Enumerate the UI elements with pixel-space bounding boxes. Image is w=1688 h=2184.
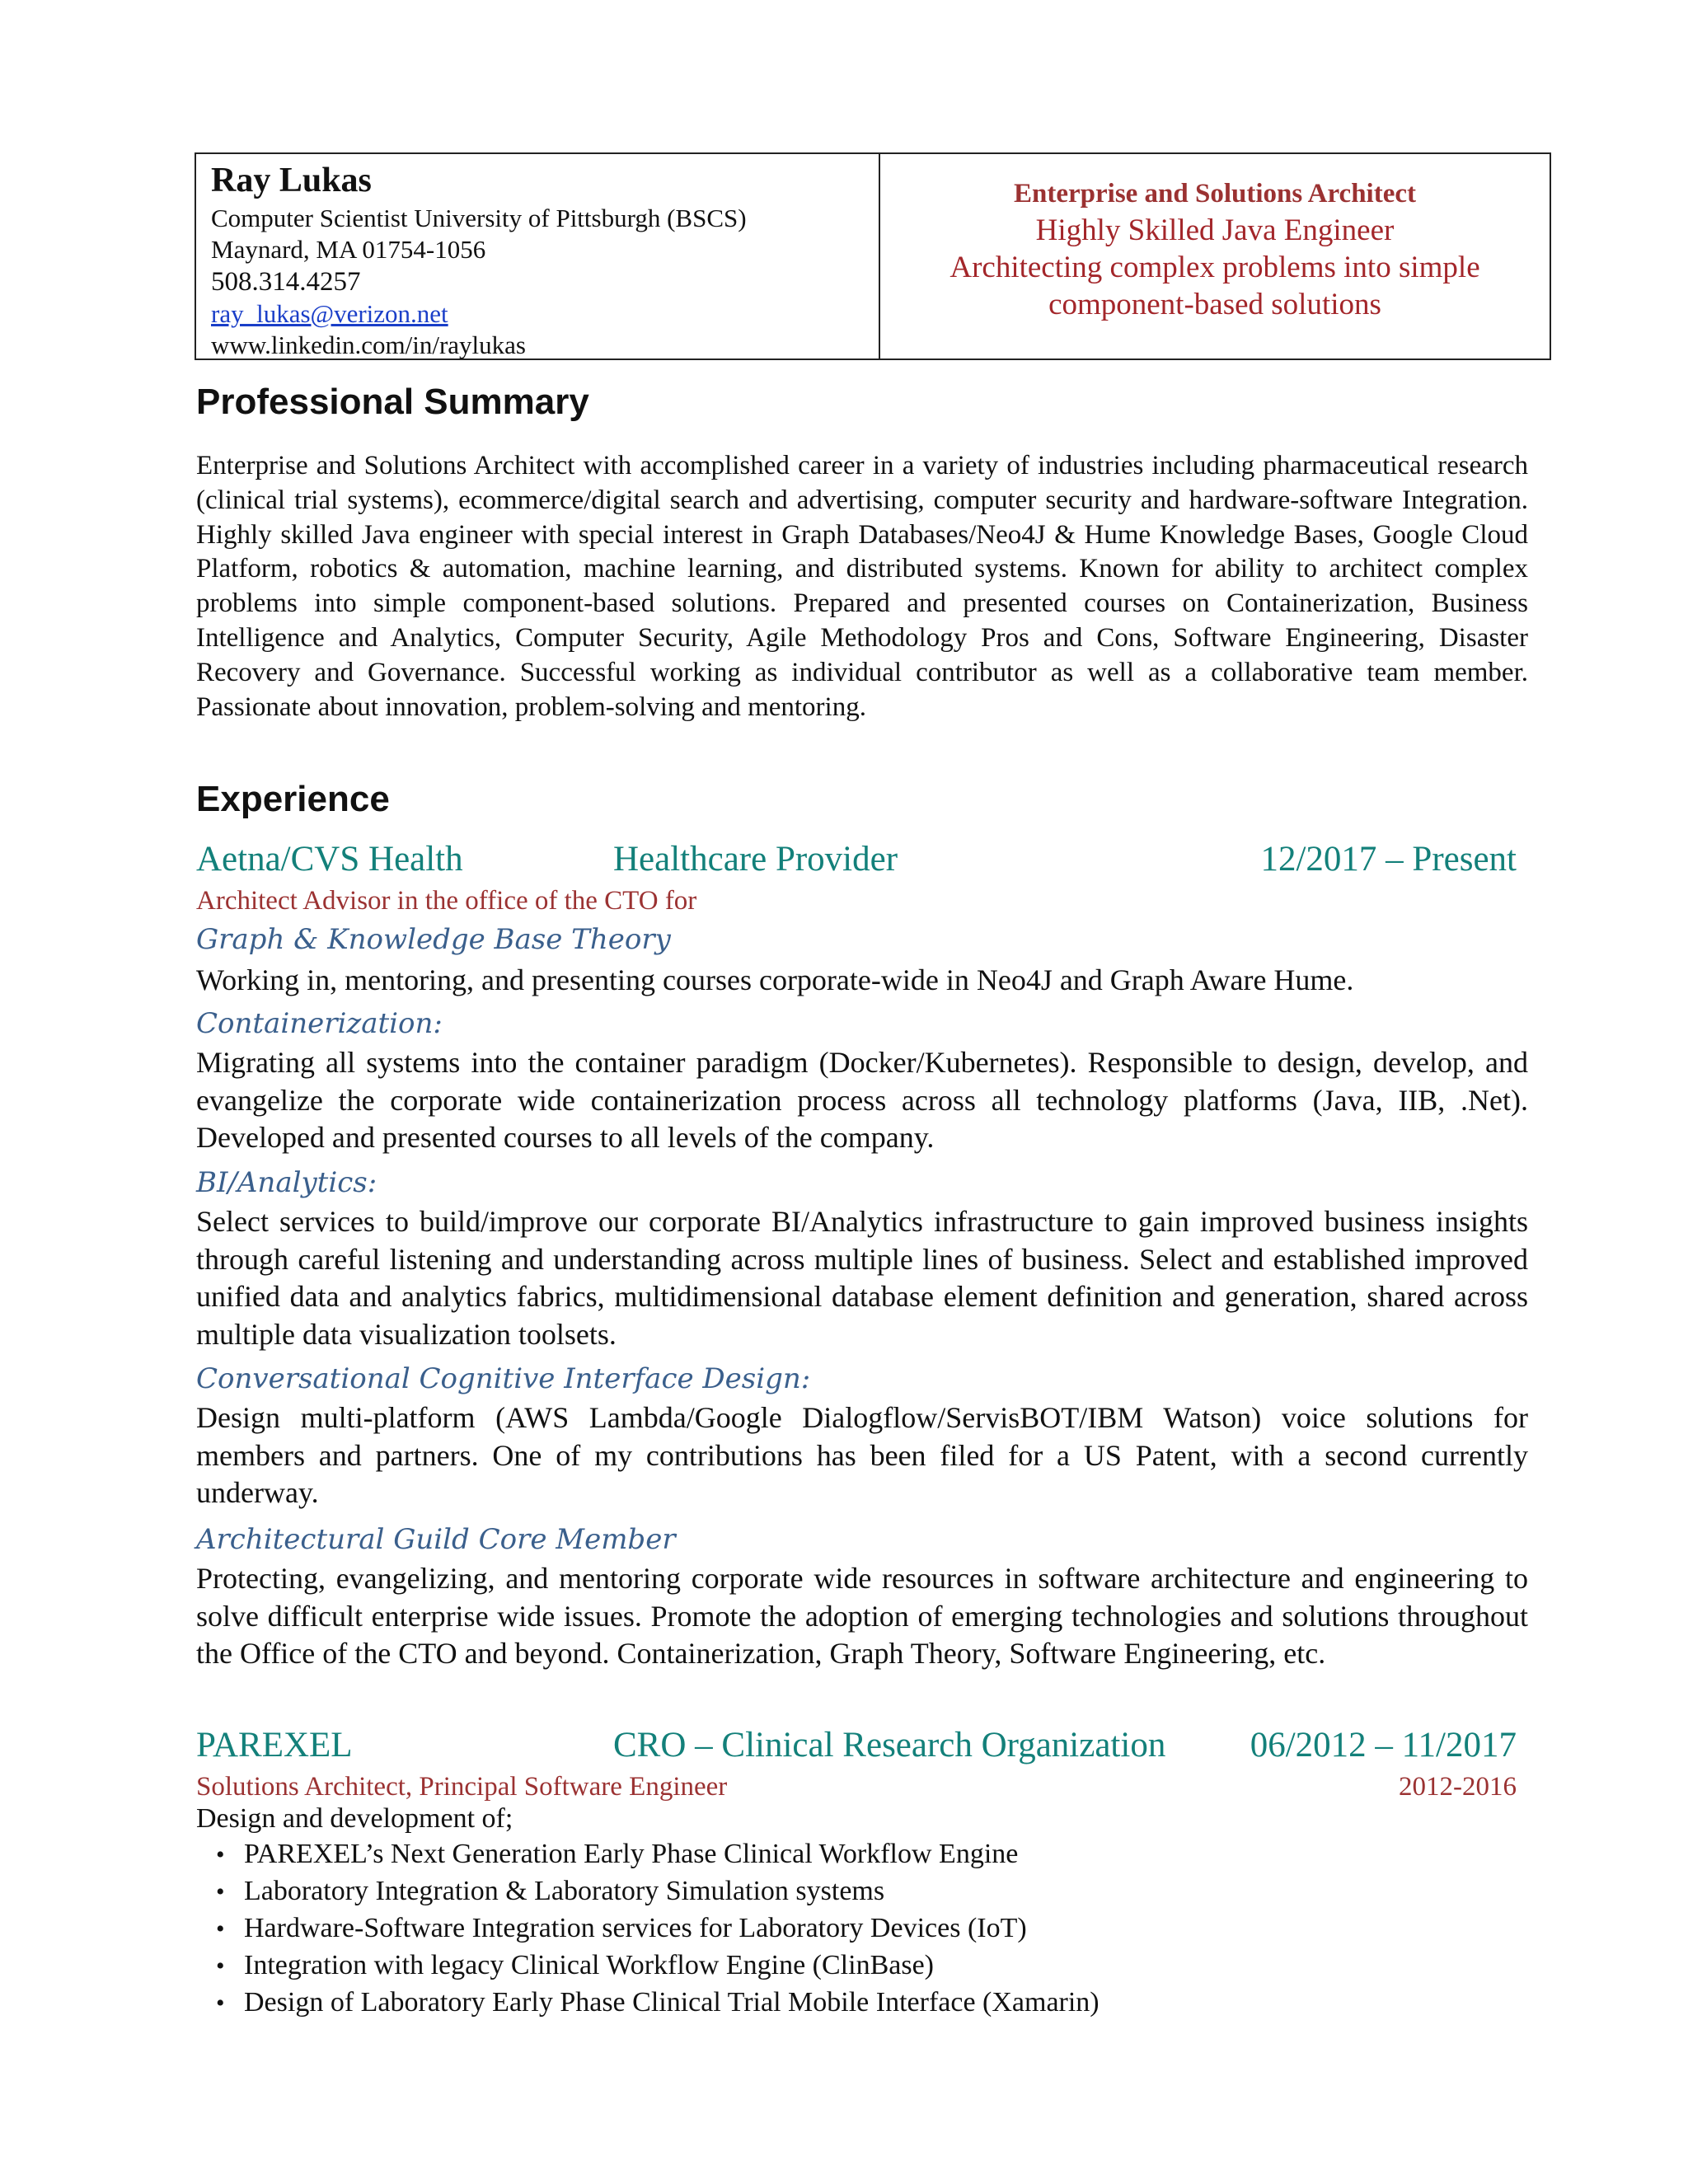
subsection-heading: Graph & Knowledge Base Theory xyxy=(196,923,671,956)
job-title-parexel: Solutions Architect, Principal Software Engineer xyxy=(196,1772,728,1802)
list-item: • Laboratory Integration & Laboratory Simulation systems xyxy=(216,1873,1100,1910)
subsection-heading: Conversational Cognitive Interface Design: xyxy=(196,1362,811,1395)
job-dates: 06/2012 – 11/2017 xyxy=(1250,1726,1517,1765)
linkedin-url: www.linkedin.com/in/raylukas xyxy=(211,330,526,359)
subsection-text: Select services to build/improve our corporate BI/Analytics infrastructure to gain improved business insights through careful listening and understanding across multiple lines of business. Select and established improved unified data and analytics fabrics, multidimensional database element definition and generation, shared across multiple data visualization toolsets. xyxy=(196,1205,1528,1351)
job-header-aetna xyxy=(196,839,1517,882)
location: Maynard, MA 01754-1056 xyxy=(211,234,486,264)
subsection-text: Protecting, evangelizing, and mentoring corporate wide resources in software architecture and engineering to solve difficult enterprise wide issues. Promote the adoption of emerging technologies and solutions throughout the Office of the CTO and beyond. Containerization, Graph Theory, Software Engineering, etc. xyxy=(196,1562,1528,1671)
job-industry: CRO – Clinical Research Organization xyxy=(613,1726,1166,1765)
headline xyxy=(880,154,1550,359)
job-dates: 12/2017 – Present xyxy=(1260,840,1517,879)
summary-heading: Professional Summary xyxy=(196,382,589,422)
headline-tagline-1: Highly Skilled Java Engineer xyxy=(1035,213,1395,247)
job-industry: Healthcare Provider xyxy=(613,840,898,879)
subsection-text: Design multi-platform (AWS Lambda/Google Dialogflow/ServisBOT/IBM Watson) voice solutions for members and partners. One of my contributions has been filed for a US Patent, with a second currently underway. xyxy=(196,1401,1528,1510)
job-title-dates: 2012-2016 xyxy=(1399,1772,1517,1802)
subsection-heading: Containerization: xyxy=(196,1007,443,1040)
job-company: Aetna/CVS Health xyxy=(196,840,463,879)
subsection-heading: BI/Analytics: xyxy=(196,1166,377,1199)
summary-text: Enterprise and Solutions Architect with accomplished career in a variety of industries including pharmaceutical research (clinical trial systems), ecommerce/digital search and advertising, computer security and hardware-software Integration. Highly skilled Java engineer with special interest in Graph Databases/Neo4J & Hume Knowledge Bases, Google Cloud Platform, robotics & automation, machine learning, and distributed systems. Known for ability to architect complex problems into simple component-based solutions. Prepared and presented courses on Containerization, Business Intelligence and Analytics, Computer Security, Agile Methodology Pros and Cons, Software Engineering, Disaster Recovery and Governance. Successful working as individual contributor as well as a collaborative team member. Passionate about innovation, problem-solving and mentoring. xyxy=(196,451,1528,722)
job-title-aetna: Architect Advisor in the office of the CTO for xyxy=(196,886,697,916)
subsection-text: Working in, mentoring, and presenting courses corporate-wide in Neo4J and Graph Aware Hume. xyxy=(196,963,1354,996)
phone: 508.314.4257 xyxy=(211,266,361,297)
subsection-text: Migrating all systems into the container paradigm (Docker/Kubernetes). Responsible to design, develop, and evangelize the corporate wide containerization process across all technology platforms (Java, IIB, .Net). Developed and presented courses to all levels of the company. xyxy=(196,1046,1528,1155)
responsibilities-intro: Design and development of; xyxy=(196,1803,513,1834)
list-item: • Integration with legacy Clinical Workflow Engine (ClinBase) xyxy=(216,1947,1100,1985)
contact-header-box xyxy=(195,152,1551,360)
email-link[interactable]: ray_lukas@verizon.net xyxy=(211,298,448,328)
contact-info xyxy=(196,154,880,359)
experience-heading: Experience xyxy=(196,779,390,819)
list-item: • Design of Laboratory Early Phase Clinical Trial Mobile Interface (Xamarin) xyxy=(216,1985,1100,2022)
degree: Computer Scientist University of Pittsburgh (BSCS) xyxy=(211,203,747,232)
job-company: PAREXEL xyxy=(196,1726,353,1765)
subsection-heading: Architectural Guild Core Member xyxy=(196,1523,676,1556)
headline-tagline-2: Architecting complex problems into simple xyxy=(950,250,1480,284)
list-item: • PAREXEL’s Next Generation Early Phase Clinical Workflow Engine xyxy=(216,1836,1100,1873)
responsibilities-list xyxy=(216,1836,1100,2022)
headline-role: Enterprise and Solutions Architect xyxy=(1014,178,1416,209)
job-header-parexel xyxy=(196,1725,1517,1768)
candidate-name: Ray Lukas xyxy=(211,162,372,199)
list-item: • Hardware-Software Integration services for Laboratory Devices (IoT) xyxy=(216,1910,1100,1947)
headline-tagline-3: component-based solutions xyxy=(1048,287,1381,321)
